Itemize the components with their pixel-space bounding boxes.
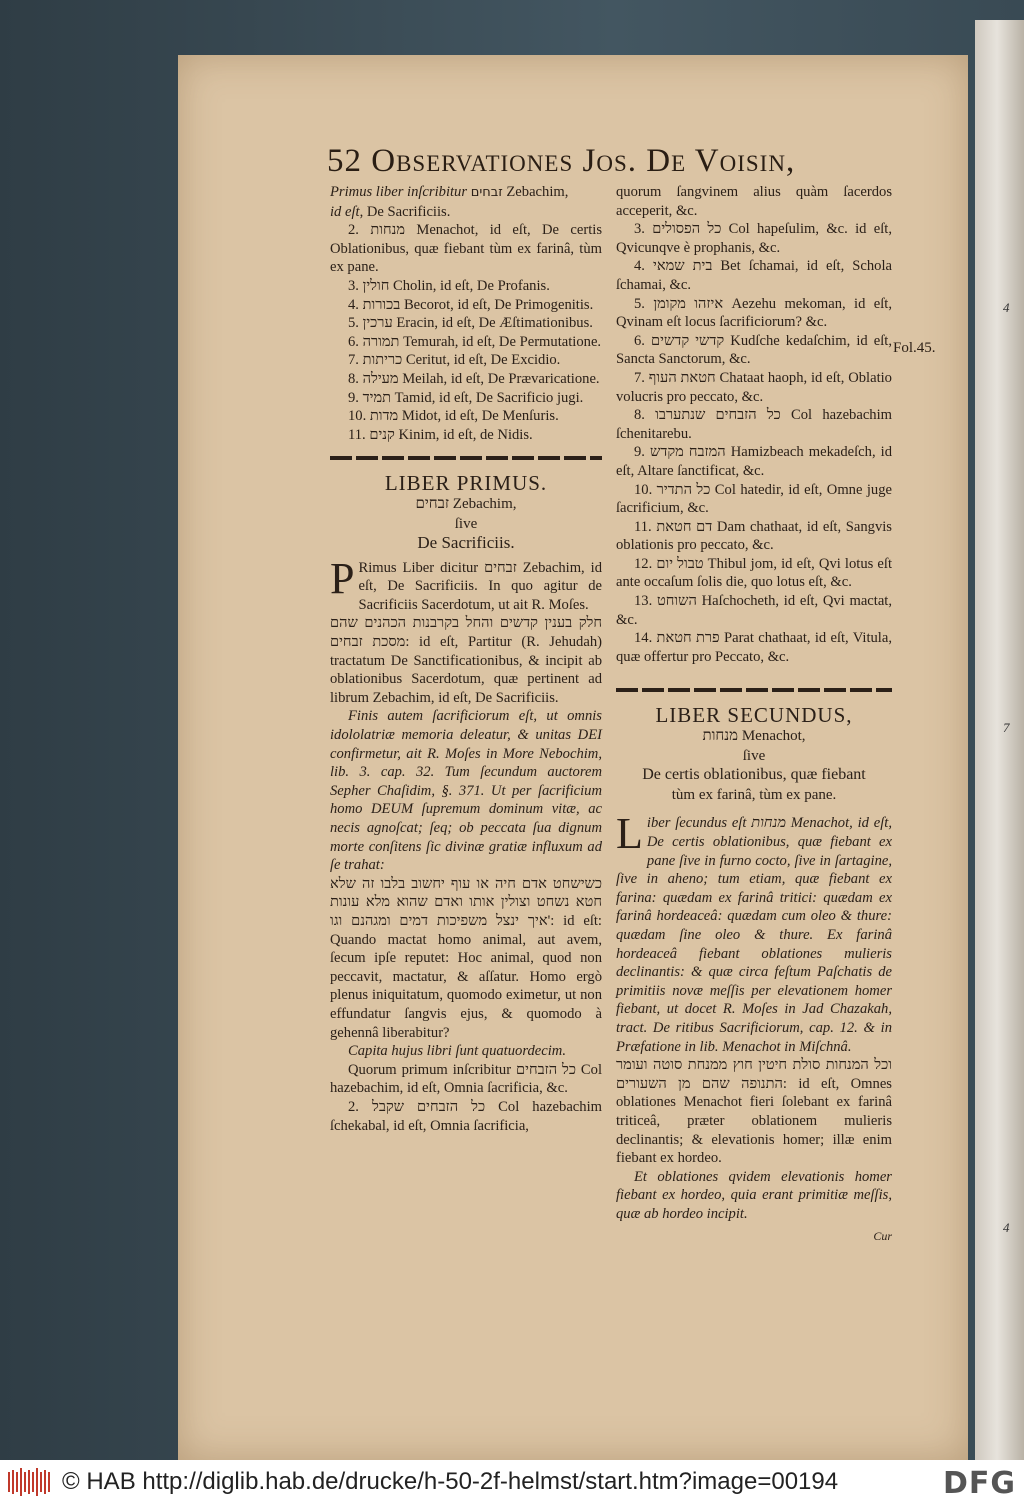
book-subtitle: מנחות Menachot, — [702, 728, 806, 745]
paragraph-text: Rimus Liber dicitur זבחים Zebachim, id eſt, De Sacrificiis. In quo agitur de Sacrificiis Sacerdotum, ut ait R. Moſes. — [358, 559, 602, 613]
edge-mark: 4 — [1003, 300, 1010, 315]
head-title-b: Jos. De Voisin, — [582, 143, 796, 179]
section-rule — [330, 456, 602, 460]
paragraph: Finis autem ſacrificiorum eſt, ut omnis idololatriæ memoria deleatur, & unitas DEI confirmetur, ait R. Moſes in More Nebochim, lib. 3. cap. 32. Tum ſecundum auctorem Sepher Chaſidim, §. 371. Ut per ſacrificium homo DEUM ſupremum dominum vitæ, ac necis agnoſcat; ſeq; ob peccata ſua dignum morte conſitens ſic divinæ gratiæ influxum ad ſe trahat: — [330, 708, 602, 874]
intro-line — [330, 203, 602, 222]
list-item: 3. כל הפסולים Col hapeſulim, &c. id eſt, Qvicunqve è prophanis, &c. — [616, 221, 892, 256]
book-subtitle-2: De Sacrificiis. — [417, 533, 515, 553]
margin-note: Fol.45. — [893, 340, 936, 356]
list-item: 13. השוחט Haſchocheth, id eſt, Qvi mactat, &c. — [616, 593, 893, 628]
paragraph: Quorum primum inſcribitur כל הזבחים Col hazebachim, id eſt, Omnia ſacrificia, &c. — [330, 1061, 602, 1097]
intro-line — [330, 183, 602, 203]
list-item: 9. המזבח מקדש Hamizbeach mekadeſch, id eſt, Altare ſanctificat, &c. — [616, 444, 893, 479]
paragraph: כשישחט אדם חיה או עוף יחשוב בלבו זה שלא חטא נשחט וצולין אותו ואדם שהוא מלא עונות איך ינצל משפיכות דמים ומגהנם וגו': id eſt: Quando mactat homo animal, aut avem, ſecum ipſe reputet: Hoc animal, quod non peccavit, mactatur, & aſſatur. Homo ergò plenus iniquitatum, quomodo eximetur, ut non effundatur ſangvis ejus, & quomodo à gehennâ liberabitur? — [330, 875, 602, 1041]
list-item: 10. כל התדיר Col hatedir, id eſt, Omne juge ſacrificium, &c. — [616, 481, 892, 517]
paragraph: quorum ſangvinem alius quàm ſacerdos acceperit, &c. — [616, 184, 892, 219]
paragraph-text: iber ſecundus eſt מנחות Menachot, id eſt, De certis oblationibus, quæ fiebant ex pane ſive in furno cocto, ſive in ſartagine, ſive in aheno; tum etiam, quæ fiebant ex farina: quædam ex farinâ tritici: quædam ex farinâ hordeaceâ: quædam cum oleo & thure: quædam ſine oleo & thure. Ex farinâ hordeaceâ fiebant oblationes mulieris declinantis: & quæ circa feſtum Paſchatis de primitiis novæ meſſis per elevationem homer fiebant, ut docet R. Moſes in Jad Chazakah, tract. De ritibus Sacrificiorum, cap. 12. & in Præfatione in lib. Menachot in Miſchnâ. — [616, 815, 892, 1055]
list-item: 9. תמיד Tamid, id eſt, De Sacrificio jugi. — [348, 389, 584, 406]
list-item: 14. פרת חטאת Parat chathaat, id eſt, Vitula, quæ offertur pro Peccato, &c. — [616, 630, 892, 665]
list-item: 4. בכורות Becorot, id eſt, De Primogenitis. — [348, 296, 594, 313]
intro-italic: Primus liber inſcribitur — [330, 184, 468, 200]
list-item: 3. חולין Cholin, id eſt, De Profanis. — [348, 277, 550, 294]
head-title-a: Observationes — [371, 143, 574, 179]
list-item: 7. חטאת העוף Chataat haoph, id eſt, Oblatio volucris pro peccato, &c. — [616, 369, 892, 405]
list-item: 2. מנחות Menachot, id eſt, De certis Oblationibus, quæ fiebant tùm ex farinâ, tùm ex pane. — [330, 222, 603, 276]
list-item: 8. מעילה Meilah, id eſt, De Prævaricatione. — [348, 370, 600, 387]
running-head — [327, 143, 907, 180]
section-rule — [616, 688, 892, 692]
edge-mark: 4 — [1003, 1220, 1010, 1235]
right-column — [616, 183, 892, 1246]
list-item: 5. ערכין Eracin, id eſt, De Æſtimationibus. — [348, 315, 593, 332]
paragraph: וכל המנחות סולת חיטין חוץ ממנחת סוטה ועומר התנופה שהם מן השעורים: id eſt, Omnes oblationes Menachot fieri ſolebant ex farinâ triticeâ, præter oblationem mulieris declinantis; & elevationis homer; illæ enim fiebant ex hordeo. — [616, 1057, 892, 1167]
page-number: 52 — [327, 143, 362, 179]
list-item: 11. קנים Kinim, id eſt, de Nidis. — [348, 426, 533, 443]
book-title: LIBER SECUNDUS, — [655, 703, 853, 728]
list-item: 6. תמורה Temurah, id eſt, De Permutatione. — [348, 333, 602, 350]
paragraph: Capita hujus libri ſunt quatuordecim. — [348, 1043, 566, 1060]
left-column — [330, 183, 602, 1135]
list-item: 10. מדות Midot, id eſt, De Menſuris. — [348, 408, 559, 425]
list-item: 7. כריתות Ceritut, id eſt, De Excidio. — [348, 352, 561, 369]
next-page-edge — [975, 20, 1024, 1460]
intro-rest: Zebachim, — [502, 184, 569, 200]
drop-cap: L — [616, 809, 643, 859]
paragraph: Et oblationes qvidem elevationis homer fiebant ex hordeo, quia erant primitiæ meſſis, quæ ab hordeo incipit. — [616, 1168, 892, 1222]
intro-italic: id eſt — [330, 203, 360, 220]
hab-logo-icon — [6, 1466, 54, 1498]
paragraph — [330, 553, 602, 615]
list-item: 5. איזהו מקומן Aezehu mekoman, id eſt, Qvinam eſt locus ſacrificiorum? &c. — [616, 295, 893, 331]
book-title: LIBER PRIMUS. — [384, 471, 548, 496]
catchword: Cur — [873, 1229, 892, 1244]
list-item: 4. בית שמאי Bet ſchamai, id eſt, Schola ſchamai, &c. — [616, 258, 893, 293]
paragraph: חלק בענין קדשים והחל בקרבנות הכהנים שהם מסכת זבחים: id eſt, Partitur (R. Jehudah) tractatum De Sanctificationibus, & incipit ab oblationibus Sacerdotum, quæ pertinent ad librum Zebachim, id eſt, De Sacrificiis. — [330, 615, 602, 706]
paragraph — [616, 809, 892, 1056]
dfg-logo: DFG — [942, 1466, 1016, 1501]
book-sive: ſive — [742, 747, 766, 764]
paragraph: 2. כל הזבחים שקבל Col hazebachim ſchekabal, id eſt, Omnia ſacrificia, — [330, 1098, 602, 1134]
drop-cap: P — [330, 553, 355, 603]
viewer-footer — [0, 1460, 1024, 1504]
list-item: 12. טבול יום Thibul jom, id eſt, Qvi lotus eſt ante occaſum ſolis die, quo lotus eſt, &c. — [616, 555, 892, 591]
list-item: 11. דם חטאת Dam chathaat, id eſt, Sangvis oblationis pro peccato, &c. — [616, 518, 892, 554]
credit-link[interactable]: © HAB http://diglib.hab.de/drucke/h-50-2f-helmst/start.htm?image=00194 — [62, 1468, 839, 1495]
book-subtitle: זבחים Zebachim, — [415, 495, 517, 512]
list-item: 6. קדשי קדשים Kudſche kedaſchim, id eſt, Sancta Sanctorum, &c. — [616, 332, 892, 368]
list-item: 8. כל הזבחים שנתערבו Col hazebachim ſchenitarebu. — [616, 407, 893, 442]
book-subtitle-3: tùm ex farinâ, tùm ex pane. — [671, 786, 837, 803]
book-sive: ſive — [454, 515, 478, 532]
intro-hebrew: זבחים — [470, 185, 503, 200]
intro-rest: , De Sacrificiis. — [359, 203, 451, 220]
edge-mark: 7 — [1003, 720, 1010, 735]
book-subtitle-2: De certis oblationibus, quæ fiebant — [642, 766, 866, 784]
